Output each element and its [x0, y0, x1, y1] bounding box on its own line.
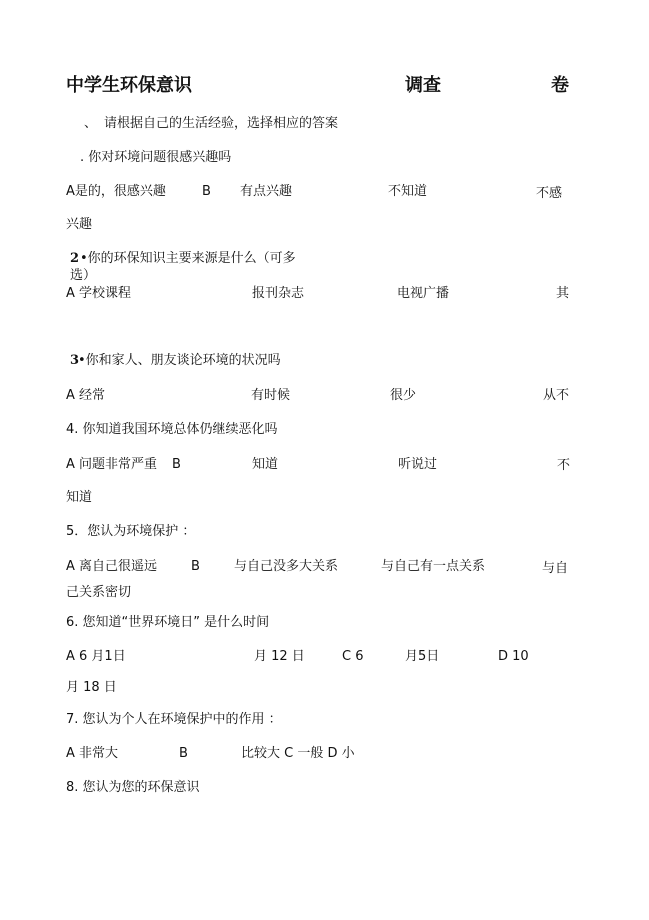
question-2-continued: 选）	[70, 268, 97, 283]
q3-option-a: A 经常	[66, 388, 106, 403]
q5-option-b: 与自己没多大关系	[234, 559, 339, 574]
question-2-number: 2	[70, 251, 80, 266]
q7-option-a: A 非常大	[66, 746, 119, 761]
q5-option-c: 与自己有一点关系	[381, 559, 486, 574]
doc-title-paper: 卷	[551, 75, 569, 96]
q2-option-b: 报刊杂志	[252, 286, 305, 301]
question-5: 5．您认为环境保护 ：	[66, 524, 196, 539]
q1-option-d-continued: 兴趣	[66, 217, 93, 232]
q5-option-d-continued: 己关系密切	[66, 585, 132, 600]
q2-option-a: A 学校课程	[66, 286, 132, 301]
q6-option-c: C 6	[342, 649, 364, 664]
q6-option-c-date: 月5日	[405, 649, 440, 664]
question-6: 6. 您知道“世界环境日” 是什么时间	[66, 615, 270, 630]
question-2: •你的环保知识主要来源是什么（可多	[80, 251, 296, 266]
q2-option-d: 其	[556, 286, 570, 301]
q6-option-d-continued: 月 18 日	[66, 680, 117, 695]
q7-options-rest: 比较大 C 一般 D 小	[241, 746, 355, 761]
q7-option-b-mark: B	[179, 746, 188, 761]
question-3-number: 3	[70, 353, 80, 368]
q6-option-b: 月 12 日	[254, 649, 305, 664]
q1-option-d: 不感	[536, 186, 563, 201]
intro-text: 请根据自己的生活经验，选择相应的答案	[104, 116, 339, 131]
q6-option-d: D 10	[498, 649, 529, 664]
q1-option-a: A是的，很感兴趣	[66, 184, 166, 199]
q1-option-b-mark: B	[202, 184, 211, 199]
q3-option-b: 有时候	[251, 388, 291, 403]
question-4: 4. 你知道我国环境总体仍继续恶化吗	[66, 422, 278, 437]
q3-option-c: 很少	[390, 388, 417, 403]
q4-option-b: 知道	[252, 457, 279, 472]
q4-option-b-mark: B	[172, 457, 181, 472]
q4-option-c: 听说过	[398, 457, 438, 472]
q5-option-d: 与自	[542, 561, 569, 576]
question-3: •你和家人、朋友谈论环境的状况吗	[78, 353, 281, 368]
q4-option-d-continued: 知道	[66, 490, 93, 505]
q1-option-b: 有点兴趣	[240, 184, 293, 199]
q4-option-a: A 问题非常严重	[66, 457, 158, 472]
question-7: 7. 您认为个人在环境保护中的作用 ：	[66, 712, 282, 727]
q4-option-d: 不	[557, 458, 571, 473]
intro-mark: 、	[84, 116, 98, 131]
doc-title-survey: 调查	[405, 75, 441, 96]
q3-option-d: 从不	[543, 388, 570, 403]
q2-option-c: 电视广播	[397, 286, 450, 301]
q6-option-a: A 6 月1日	[66, 649, 126, 664]
q5-option-b-mark: B	[191, 559, 200, 574]
question-1: . 你对环境问题很感兴趣吗	[80, 150, 232, 165]
question-8: 8. 您认为您的环保意识	[66, 780, 200, 795]
doc-title: 中学生环保意识	[66, 75, 192, 96]
q5-option-a: A 离自己很遥远	[66, 559, 158, 574]
q1-option-c: 不知道	[388, 184, 428, 199]
